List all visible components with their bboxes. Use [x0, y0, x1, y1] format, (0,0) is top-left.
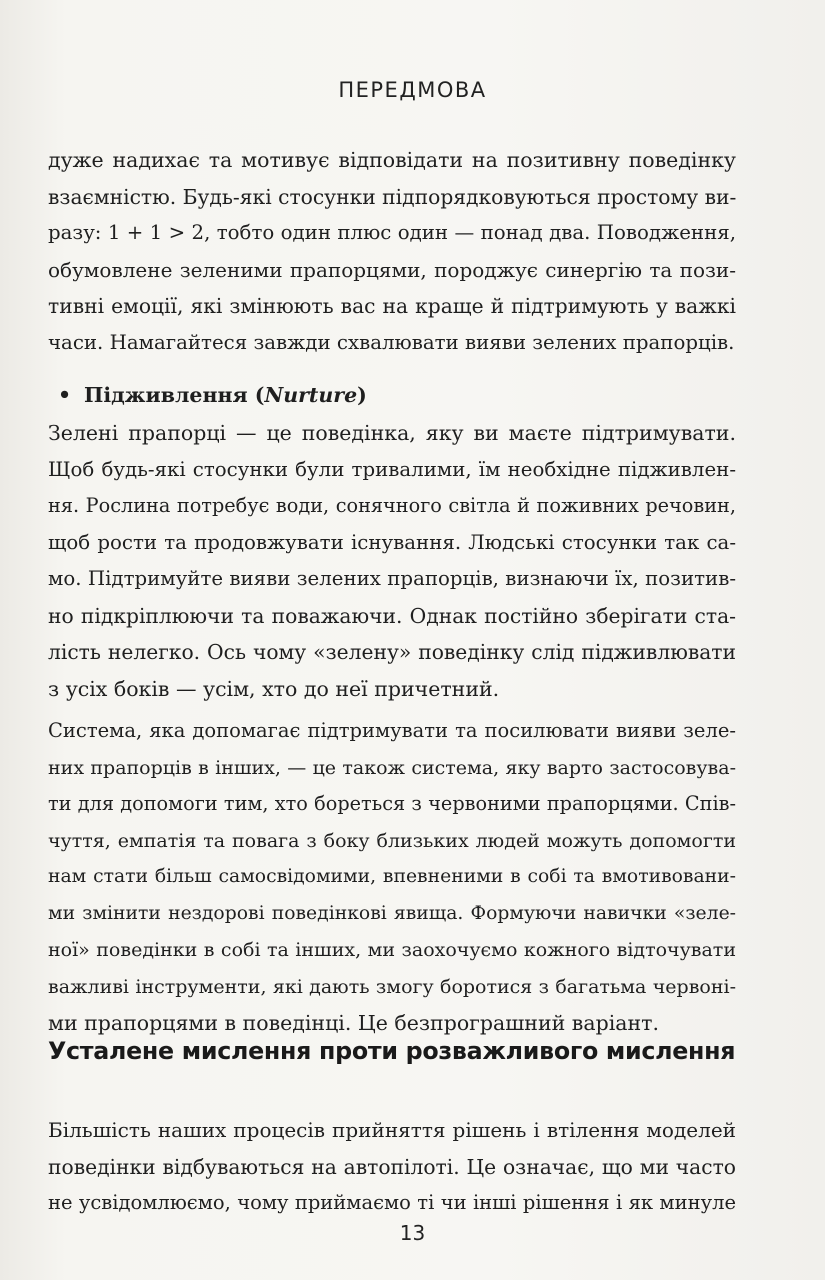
bullet-title: Підживлення (	[84, 383, 265, 407]
text-line: з усіх боків — усім, хто до неї причетний.	[48, 676, 500, 701]
text-line: нам стати більш самосвідомими, впевненими в собі та вмотивовани-	[48, 866, 736, 887]
bullet-heading-nurture	[48, 377, 736, 414]
text-line: разу: 1 + 1 > 2, тобто один плюс один — понад два. Поводження,	[48, 221, 736, 244]
text-line: обумовлене зеленими прапорцями, породжує синергію та пози-	[48, 257, 736, 282]
text-line: чуття, емпатія та повага з боку близьких людей можуть допомогти	[48, 829, 736, 852]
text-line: поведінки відбуваються на автопілоті. Це означає, що ми часто	[48, 1154, 736, 1179]
text-line: ми змінити нездорові поведінкові явища. Формуючи навички «зеле-	[48, 902, 736, 924]
text-line: ної» поведінки в собі та інших, ми заохочуємо кожного відточувати	[48, 939, 736, 961]
text-line: Більшість наших процесів прийняття рішень і втілення моделей	[48, 1118, 736, 1142]
text-line: Зелені прапорці — це поведінка, яку ви маєте підтримувати.	[48, 421, 736, 445]
text-line: но підкріплюючи та поважаючи. Однак постійно зберігати ста-	[48, 603, 736, 628]
text-line: взаємністю. Будь-які стосунки підпорядковуються простому ви-	[48, 184, 737, 209]
text-line: часи. Намагайтеся завжди схвалювати вияви зелених прапорців.	[48, 330, 735, 354]
text-line: мо. Підтримуйте вияви зелених прапорців, визнаючи їх, позитив-	[48, 567, 736, 590]
bullet-title-close: )	[357, 383, 367, 407]
paragraph-3	[48, 713, 736, 1042]
paragraph-4	[48, 1112, 736, 1222]
text-line: ми прапорцями в поведінці. Це безпрограшний варіант.	[48, 1011, 659, 1035]
text-line: них прапорців в інших, — це також система, яку варто застосовува-	[48, 756, 736, 779]
running-head: ПЕРЕДМОВА	[338, 78, 487, 102]
text-line: не усвідомлюємо, чому приймаємо ті чи інші рішення і як минуле	[48, 1191, 736, 1214]
text-line: ти для допомоги тим, хто бореться з червоними прапорцями. Спів-	[48, 792, 736, 815]
text-line: Система, яка допомагає підтримувати та посилювати вияви зеле-	[48, 719, 736, 742]
paragraph-1	[48, 142, 736, 361]
text-line: Щоб будь-які стосунки були тривалими, їм необхідне підживлен-	[48, 457, 736, 481]
text-line: лість нелегко. Ось чому «зелену» поведінку слід підживлювати	[48, 640, 736, 664]
bullet-title-italic: Nurture	[264, 383, 358, 407]
paragraph-2	[48, 415, 736, 707]
text-line: ня. Рослина потребує води, сонячного світла й поживних речовин,	[48, 494, 736, 517]
bullet-marker: •	[58, 383, 72, 407]
section-heading: Усталене мислення проти розважливого мислення	[48, 1037, 736, 1065]
page-number: 13	[399, 1221, 426, 1245]
text-line: важливі інструменти, які дають змогу боротися з багатьма червоні-	[48, 975, 736, 998]
text-line: щоб рости та продовжувати існування. Людські стосунки так са-	[48, 530, 736, 554]
text-line: дуже надихає та мотивує відповідати на позитивну поведінку	[48, 148, 736, 172]
text-line: тивні емоції, які змінюють вас на краще й підтримують у важкі	[48, 294, 736, 318]
